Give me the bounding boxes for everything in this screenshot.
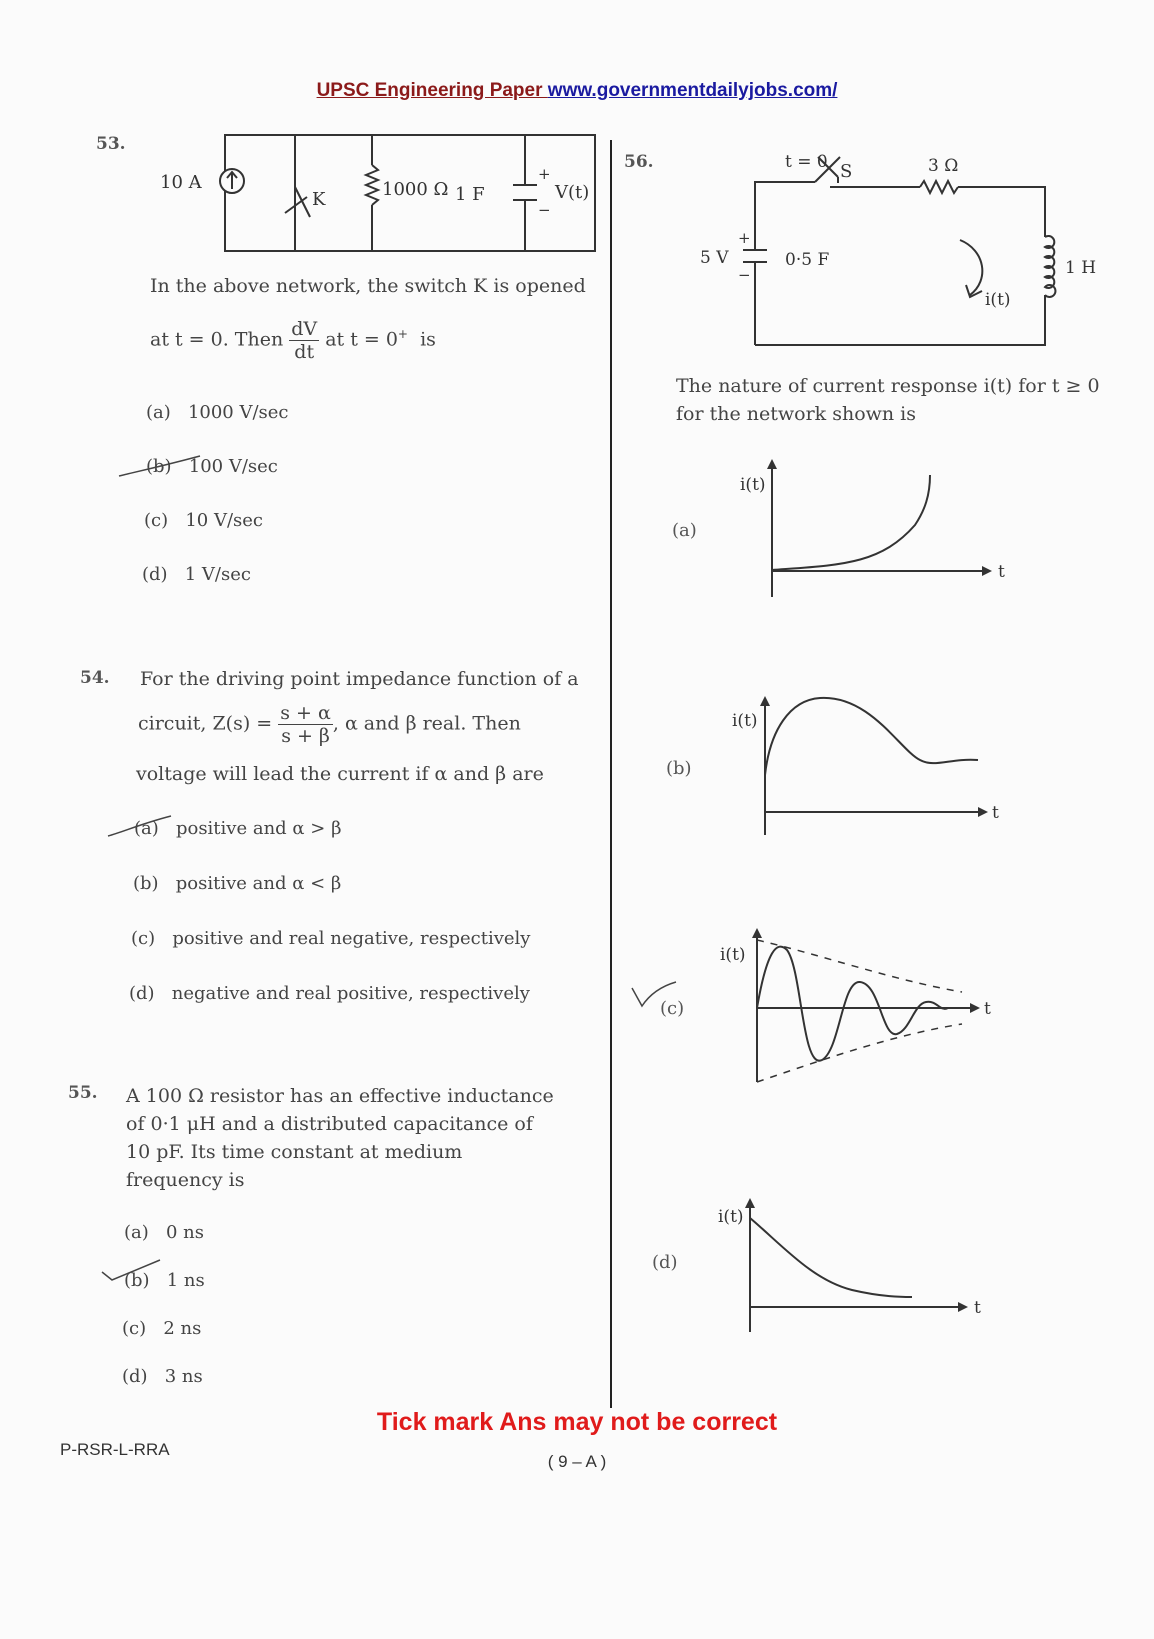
q53-option-a[interactable]: (a) 1000 V/sec (146, 402, 289, 423)
question-54-number: 54. (80, 668, 110, 688)
graph-a-y-label: i(t) (740, 475, 766, 495)
q56-graph-a (730, 455, 1020, 605)
column-divider (610, 140, 612, 1408)
q55-option-d[interactable]: (d) 3 ns (122, 1366, 203, 1387)
tick-mark-q54 (105, 810, 175, 840)
q56-line-1: The nature of current response i(t) for t ≥ 0 (676, 375, 1100, 397)
q54-impedance-fraction: $\frac{s + \alpha}{s + \beta}$ (280, 702, 331, 747)
q53-line-1: In the above network, the switch K is opened (150, 275, 586, 297)
graph-d-y-label: i(t) (718, 1207, 744, 1227)
disclaimer-note: Tick mark Ans may not be correct (376, 1408, 778, 1436)
q53-text-b: at t = 0 (325, 328, 398, 351)
q56-line-2: for the network shown is (676, 403, 916, 425)
graph-c-x-label: t (984, 999, 991, 1019)
q53-option-b[interactable]: (b) 100 V/sec (146, 456, 278, 477)
q53-option-c[interactable]: (c) 10 V/sec (144, 510, 263, 531)
q56-graph-c (712, 920, 1002, 1090)
graph-d-x-label: t (974, 1298, 981, 1318)
q53-voltage-label: V(t) (555, 182, 590, 203)
q56-graph-a-label[interactable]: (a) (672, 520, 697, 541)
q56-graph-d (712, 1190, 1002, 1340)
q54-option-c[interactable]: (c) positive and real negative, respectively (131, 928, 531, 949)
q54-option-d[interactable]: (d) negative and real positive, respectively (129, 983, 530, 1004)
q56-source-label: 5 V (700, 248, 729, 268)
q56-circuit-diagram (690, 145, 1100, 355)
switch-k-symbol (285, 180, 310, 217)
q53-plus-sign: + (538, 165, 551, 183)
page-header (0, 80, 1154, 102)
header-title: UPSC Engineering Paper (316, 80, 548, 101)
q55-line-1: A 100 Ω resistor has an effective inductance (126, 1085, 554, 1107)
q56-capacitor-label: 0·5 F (785, 250, 830, 270)
q53-circuit-diagram (150, 125, 620, 265)
q55-option-a[interactable]: (a) 0 ns (124, 1222, 204, 1243)
graph-a-x-label: t (998, 562, 1005, 582)
q54-line-2: circuit, Z(s) = $\frac{s + \alpha}{s + \beta}$ , α and β real. Then (138, 702, 521, 747)
header-url-link[interactable]: www.governmentdailyjobs.com/ (547, 80, 838, 101)
tick-mark-q55 (100, 1256, 170, 1286)
q53-line-2: at t = 0. Then $\frac{dV}{dt}$ at t = 0+ is (150, 318, 436, 363)
q56-plus-sign: + (738, 229, 751, 247)
q55-option-c[interactable]: (c) 2 ns (122, 1318, 202, 1339)
q55-line-2: of 0·1 μH and a distributed capacitance of (126, 1113, 533, 1135)
q55-line-4: frequency is (126, 1169, 245, 1191)
q53-capacitor-label: 1 F (455, 184, 485, 205)
q56-graph-c-label[interactable]: (c) (660, 998, 685, 1019)
q53-text-c: is (420, 328, 436, 351)
q54-option-a[interactable]: (a) positive and α > β (134, 818, 342, 839)
q55-option-b[interactable]: (b) 1 ns (124, 1270, 205, 1291)
tick-mark-q56 (630, 980, 680, 1012)
q53-switch-label: K (312, 189, 326, 210)
q54-line-3: voltage will lead the current if α and β are (136, 763, 544, 785)
question-53-number: 53. (96, 134, 126, 154)
q56-switch-time-label: t = 0 (785, 152, 828, 172)
q54-option-b[interactable]: (b) positive and α < β (133, 873, 342, 894)
tick-mark-q53 (115, 450, 205, 480)
q54-line-1: For the driving point impedance function of a (140, 668, 579, 690)
q55-line-3: 10 pF. Its time constant at medium (126, 1141, 463, 1163)
q53-option-d[interactable]: (d) 1 V/sec (142, 564, 251, 585)
graph-b-x-label: t (992, 803, 999, 823)
q56-graph-b-label[interactable]: (b) (666, 758, 692, 779)
q53-derivative-fraction: $\frac{dV}{dt}$ (291, 318, 318, 363)
q56-inductor-label: 1 H (1065, 258, 1097, 278)
q56-graph-d-label[interactable]: (d) (652, 1252, 678, 1273)
q56-switch-label: S (840, 161, 853, 182)
question-55-number: 55. (68, 1083, 98, 1103)
q53-source-label: 10 A (160, 172, 202, 193)
question-56-number: 56. (624, 152, 654, 172)
graph-b-y-label: i(t) (732, 711, 758, 731)
page-number: ( 9 – A ) (547, 1452, 607, 1471)
q56-resistor-label: 3 Ω (928, 156, 959, 176)
q56-graph-b (720, 690, 1010, 840)
paper-code: P-RSR-L-RRA (60, 1440, 170, 1459)
q56-minus-sign: − (738, 266, 751, 284)
q53-resistor-label: 1000 Ω (382, 179, 449, 200)
q56-current-label: i(t) (985, 290, 1011, 310)
q53-text-a: at t = 0. Then (150, 328, 284, 351)
q53-minus-sign: − (538, 201, 551, 219)
graph-c-y-label: i(t) (720, 945, 746, 965)
